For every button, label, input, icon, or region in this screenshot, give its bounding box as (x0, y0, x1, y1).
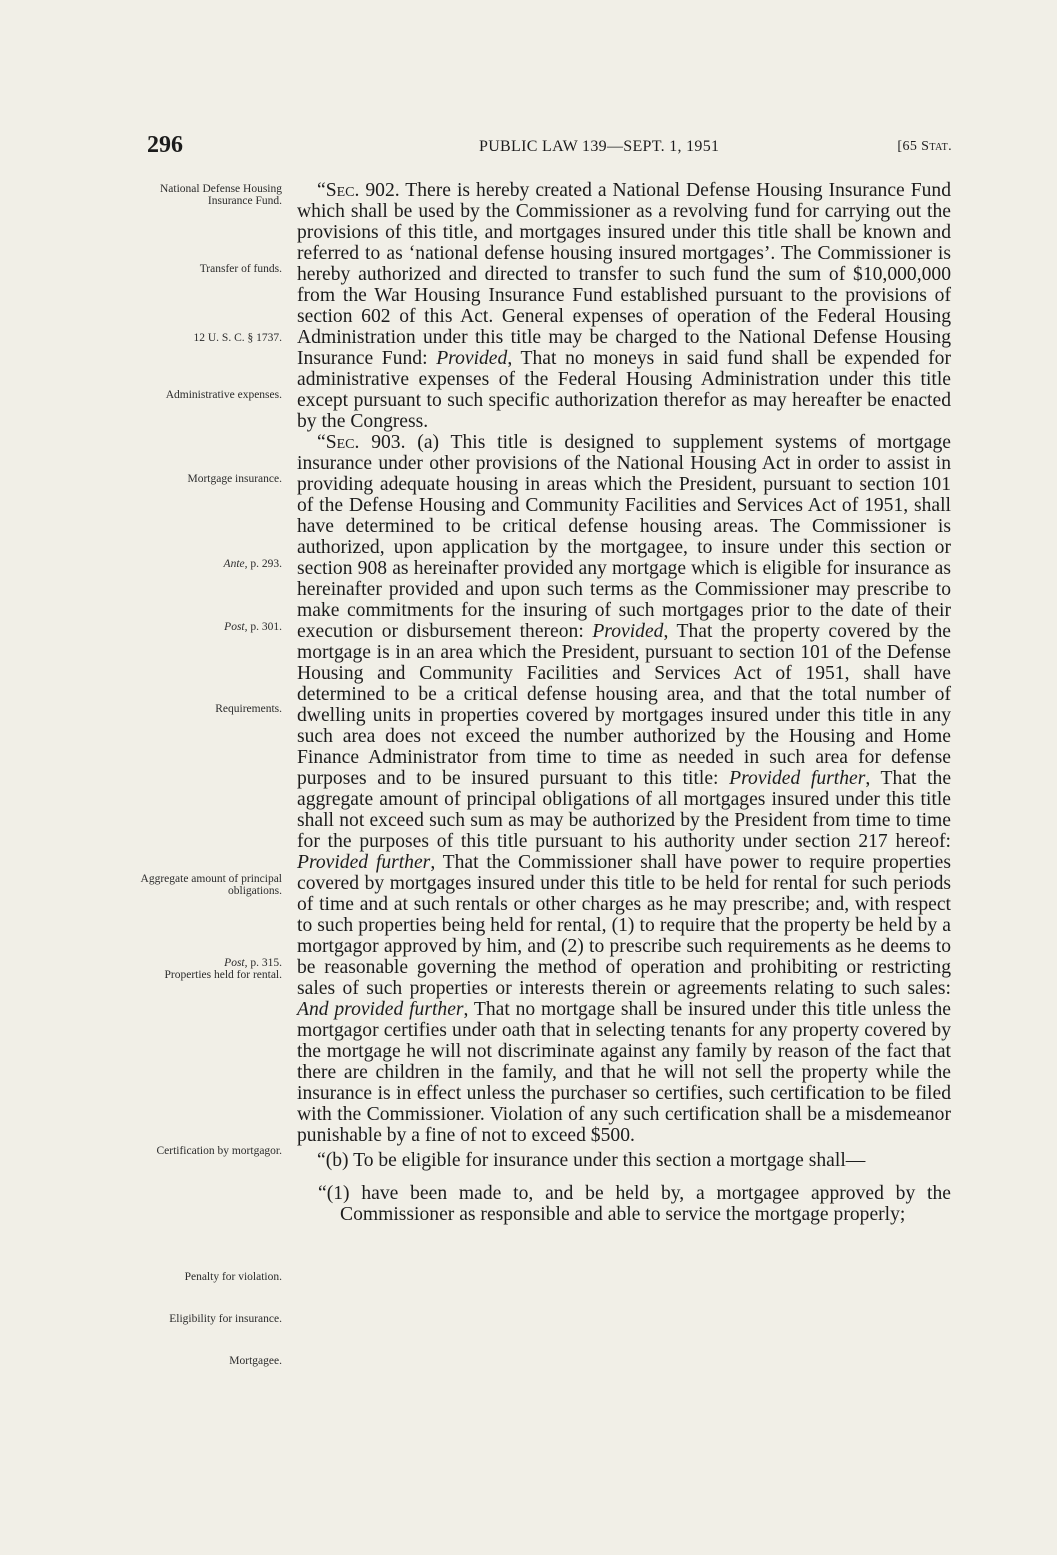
page-header (147, 132, 952, 162)
ante-label: Ante, (223, 558, 248, 570)
margin-note-mortgagee: Mortgagee. (229, 1355, 282, 1367)
ante-page: p. 293. (247, 558, 282, 570)
section-902-paragraph: “Sec. 902. There is hereby created a National Defense Housing Insurance Fund which shall be used by the Commissioner as a revolving fund for carrying out the provisions of this title, and mortgages insured under this title shall be known and referred to as ‘national defense housing insured mortgages’. The Commissioner is hereby authorized and directed to transfer to such fund the sum of $10,000,000 from the War Housing Insurance Fund established pursuant to the provisions of section 602 of this Act. General expenses of operation of the Federal Housing Administration under this title may be charged to the National Defense Housing Insurance Fund: Provided, That no moneys in said fund shall be expended for administrative expenses of the Federal Housing Administration under this title except pursuant to such specific authorization therefor as may hereafter be enacted by the Congress. (297, 180, 951, 432)
margin-note-properties-rental: Properties held for rental. (164, 969, 282, 981)
margin-note-aggregate: Aggregate amount of principal obligations. (140, 873, 282, 897)
margin-note-usc: 12 U. S. C. § 1737. (193, 332, 282, 344)
post-label: Post, (224, 957, 248, 969)
margin-note-certification: Certification by mortgagor. (156, 1145, 282, 1157)
margin-note-ante (130, 558, 282, 570)
post-label: Post, (224, 621, 248, 633)
post-page: p. 315. (247, 957, 282, 969)
volume-reference: [65 Stat. (897, 139, 952, 154)
page-number: 296 (147, 132, 183, 158)
margin-note-requirements: Requirements. (215, 703, 282, 715)
section-903a-paragraph: “Sec. 903. (a) This title is designed to supplement systems of mortgage insurance under other provisions of the National Housing Act in order to assist in providing adequate housing in areas which the President, pursuant to section 101 of the Defense Housing and Community Facilities and Services Act of 1951, shall have determined to be critical defense housing areas. The Commissioner is authorized, upon application by the mortgagee, to insure under this section or section 908 as hereinafter provided any mortgage which is eligible for insurance as hereinafter provided and upon such terms as the Commissioner may prescribe to make commitments for the insuring of such mortgages prior to the date of their execution or disbursement thereon: Provided, That the property covered by the mortgage is in an area which the President, pursuant to section 101 of the Defense Housing and Community Facilities and Services Act of 1951, shall have determined to be a critical defense housing area, and that the total number of dwelling units in properties covered by mortgages insured under this title in any such area does not exceed the number authorized by the Housing and Home Finance Administrator from time to time as needed in such area for defense purposes and to be insured pursuant to this title: Provided further, That the aggregate amount of principal obligations of all mortgages insured under this title shall not exceed such sum as may be authorized by the President from time to time for the purposes of this title pursuant to his authority under section 217 hereof: Provided further, That the Commissioner shall have power to require properties covered by mortgages insured under this title to be held for rental for such periods of time and at such rentals or other charges as he may prescribe; and, with respect to such properties being held for rental, (1) to require that the property be held by a mortgagor approved by him, and (2) to prescribe such requirements as he deems to be reasonable governing the method of operation and prohibiting or restricting sales of such properties or interests therein or agreements relating to such sales: And provided further, That no mortgage shall be insured under this title unless the mortgagor certifies under oath that in selecting tenants for any property covered by the mortgage he will not discriminate against any family by reason of the fact that there are children in the family, and that he will not sell the property while the insurance is in effect unless the purchaser so certifies, such certification to be filed with the Commissioner. Violation of any such certification shall be a misdemeanor punishable by a fine of not to exceed $500. (297, 432, 952, 1146)
margin-note-post-301 (130, 621, 282, 633)
margin-note-post-315 (130, 957, 282, 969)
statute-body (297, 180, 951, 1225)
margin-note-penalty: Penalty for violation. (184, 1271, 282, 1283)
margin-note-admin-expenses: Administrative expenses. (165, 389, 282, 401)
running-title: PUBLIC LAW 139—SEPT. 1, 1951 (479, 138, 720, 155)
post-page: p. 301. (247, 621, 282, 633)
margin-note-transfer: Transfer of funds. (199, 263, 282, 275)
margin-note-fund: National Defense Housing Insurance Fund. (160, 183, 282, 207)
section-903b-item-1: “(1) have been made to, and be held by, a mortgagee approved by the Commissioner as responsible and able to service the mortgage properly; (318, 1183, 951, 1225)
section-903b-paragraph: “(b) To be eligible for insurance under this section a mortgage shall— (317, 1150, 866, 1171)
margin-note-mortgage-insurance: Mortgage insurance. (187, 473, 282, 485)
margin-note-eligibility: Eligibility for insurance. (169, 1313, 282, 1325)
